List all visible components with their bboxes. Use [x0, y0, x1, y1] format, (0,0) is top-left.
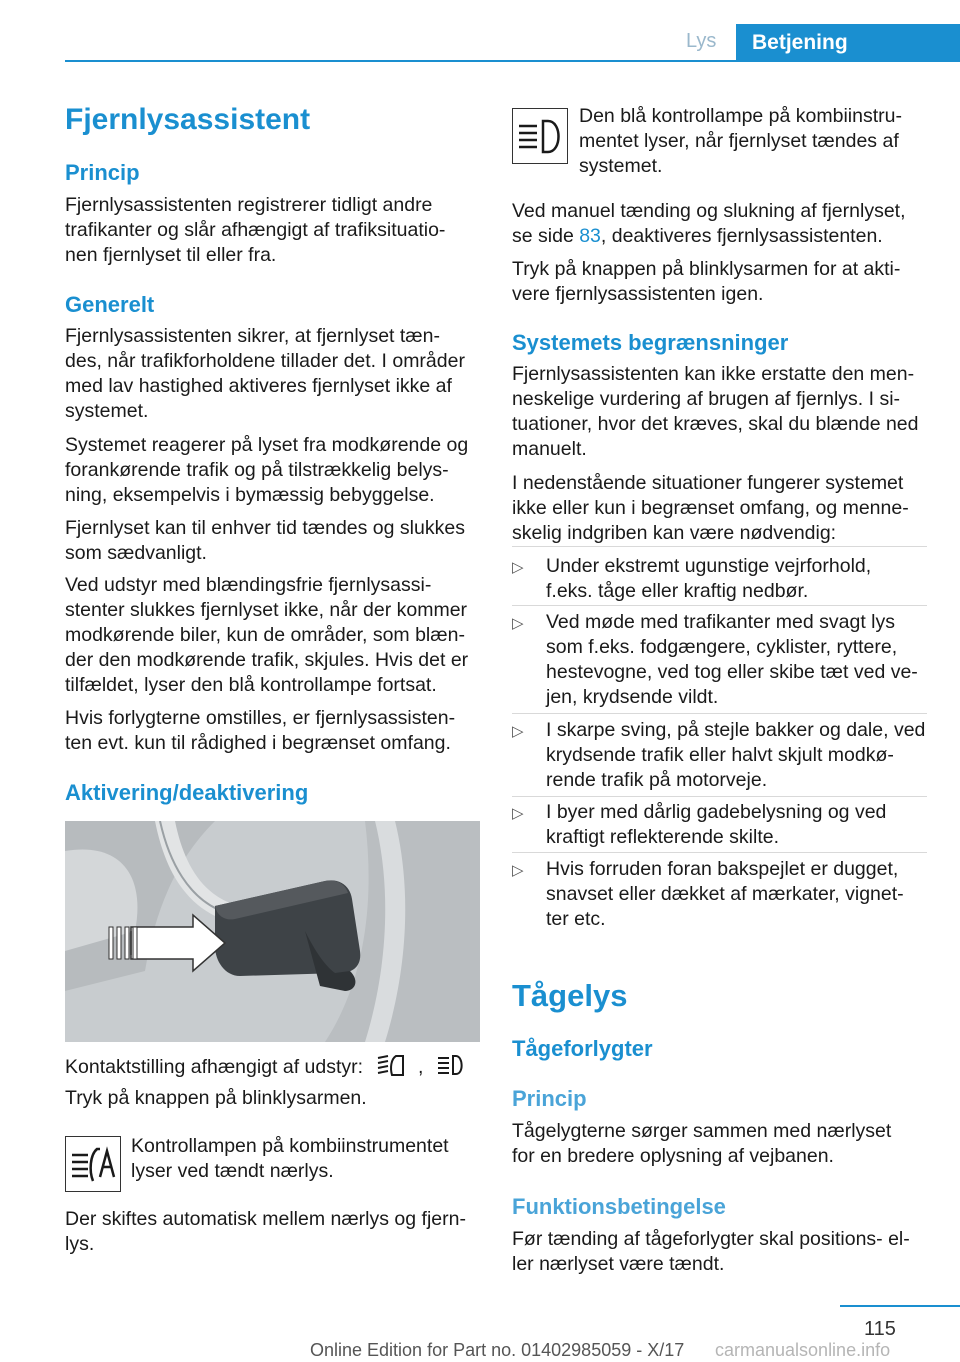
- generelt-paragraph-2: Systemet reagerer på lyset fra modkørende og forankørende trafik og på tilstrækkelig belys‐ ning, eksempelvis i bymæssig bebyggelse.: [65, 434, 469, 506]
- generelt-paragraph-1: Fjernlysassistenten sikrer, at fjernlyset tæn‐ des, når trafikforholdene tillader det. I områder med lav hastighed aktiveres fjernlyset ikke af systemet.: [65, 325, 465, 422]
- lamp-paragraph: Kontrollampen på kombiinstrumentet lyser ved tændt nærlys.: [131, 1135, 449, 1182]
- begraensninger-paragraph-2: I nedenstående situationer fungerer systemet ikke eller kun i begrænset omfang, og menne‐ skelig indgriben kan være nødvendig:: [512, 472, 909, 544]
- kontakt-line: [65, 1053, 480, 1080]
- high-beam-icon: [436, 1053, 466, 1077]
- high-beam-assistant-auto-icon: [376, 1053, 406, 1077]
- turn-signal-lever-icon: [65, 821, 480, 1042]
- bullet-arrow-icon: ▷: [512, 615, 524, 632]
- footer-rule: [840, 1305, 960, 1307]
- tryk-paragraph: Tryk på knappen på blinklysarmen.: [65, 1087, 367, 1109]
- princip-paragraph: Fjernlysassistenten registrerer tidligt andre trafikanter og slår afhængigt af trafiksituatio‐ nen fjernlyset til eller fra.: [65, 194, 446, 266]
- header-rule: [65, 60, 960, 62]
- kontakt-text: Kontaktstilling afhængigt af udstyr:: [65, 1056, 364, 1078]
- blue-lamp-paragraph: Den blå kontrollampe på kombiinstru‐ mentet lyser, når fjernlyset tændes af systemet.: [579, 105, 902, 177]
- list-divider: [512, 852, 927, 853]
- funktionsbetingelse-paragraph: Før tænding af tågeforlygter skal positions- el‐ ler nærlyset være tændt.: [512, 1228, 910, 1275]
- page-reference-link[interactable]: 83: [579, 225, 601, 247]
- list-divider: [512, 796, 927, 797]
- page-header: [0, 0, 960, 62]
- begraensninger-paragraph-1: Fjernlysassistenten kan ikke erstatte den men‐ neskelige vurdering af brugen af fjernlys. I si‐ tuationer, hvor det kræves, skal du blænde ned manuelt.: [512, 363, 919, 460]
- funktionsbetingelse-heading: Funktionsbetingelse: [512, 1194, 726, 1219]
- high-beam-icon: [513, 109, 567, 163]
- tryk-paragraph: Tryk på knappen på blinklysarmen for at akti‐ vere fjernlysassistenten igen.: [512, 258, 901, 305]
- begraensninger-heading: Systemets begrænsninger: [512, 330, 789, 355]
- tagelys-title: Tågelys: [512, 978, 628, 1013]
- tageforlygter-heading: Tågeforlygter: [512, 1036, 653, 1061]
- tageforlygter-princip-heading: Princip: [512, 1086, 587, 1111]
- bullet-arrow-icon: ▷: [512, 559, 524, 576]
- watermark: carmanualsonline.info: [715, 1340, 891, 1360]
- generelt-paragraph-3: Fjernlyset kan til enhver tid tændes og slukkes som sædvanligt.: [65, 517, 465, 564]
- section-title: Fjernlysassistent: [65, 103, 311, 136]
- list-divider: [512, 713, 927, 714]
- page-number: 115: [864, 1318, 896, 1340]
- header-section-label: Lys: [686, 30, 717, 52]
- list-divider: [512, 546, 927, 547]
- manuel-paragraph: Ved manuel tænding og slukning af fjernlyset, se side 83, deaktiveres fjernlysassistenten.: [512, 200, 906, 247]
- tageforlygter-princip-paragraph: Tågelygterne sørger sammen med nærlyset for en bredere oplysning af vejbanen.: [512, 1120, 892, 1167]
- lever-illustration: [65, 821, 480, 1042]
- skift-paragraph: Der skiftes automatisk mellem nærlys og fjern‐ lys.: [65, 1208, 466, 1255]
- low-beam-auto-icon: [66, 1137, 120, 1191]
- princip-heading: Princip: [65, 160, 140, 185]
- low-beam-indicator-lamp: [65, 1136, 121, 1192]
- bullet-arrow-icon: ▷: [512, 862, 524, 879]
- kontakt-separator: ,: [418, 1056, 424, 1078]
- bullet-arrow-icon: ▷: [512, 723, 524, 740]
- list-divider: [512, 605, 927, 606]
- edition-note: Online Edition for Part no. 01402985059 - X/17: [310, 1340, 685, 1360]
- aktivering-heading: Aktivering/deaktivering: [65, 780, 309, 805]
- high-beam-indicator-lamp: [512, 108, 568, 164]
- header-chapter-tab: Betjening: [736, 24, 960, 60]
- generelt-paragraph-4: Ved udstyr med blændingsfrie fjernlysassi‐ stenter slukkes fjernlyset ikke, når der kommer modkørende biler, kun de områder, som blæn‐ der den modkørende trafik, skjules. Hvis det er tilfældet, lyser den blå kontrollampe fortsat.: [65, 574, 469, 696]
- generelt-paragraph-5: Hvis forlygterne omstilles, er fjernlysassisten‐ ten evt. kun til rådighed i begrænset omfang.: [65, 707, 456, 754]
- bullet-arrow-icon: ▷: [512, 805, 524, 822]
- generelt-heading: Generelt: [65, 292, 155, 317]
